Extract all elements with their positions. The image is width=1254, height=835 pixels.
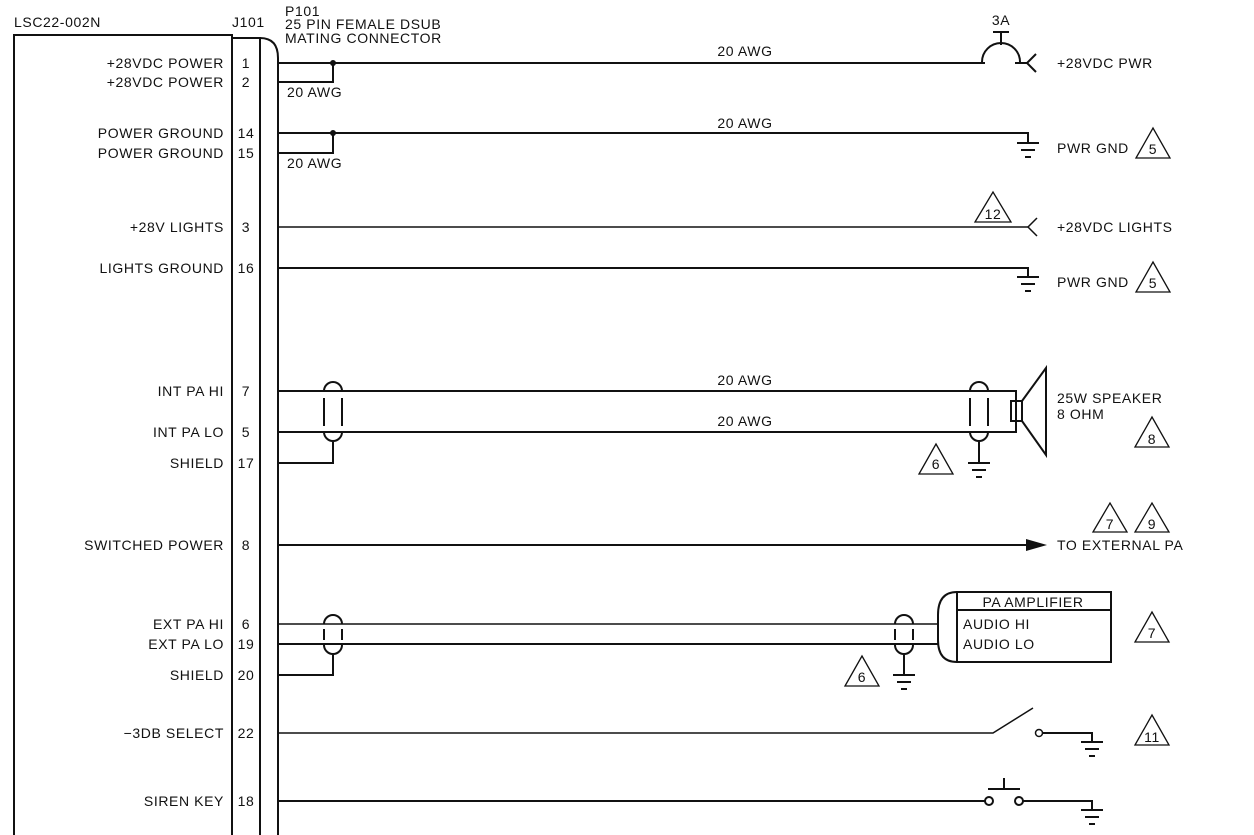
pin-label: EXT PA LO bbox=[148, 636, 224, 652]
amp-connector bbox=[938, 592, 957, 662]
note-number: 6 bbox=[857, 669, 867, 685]
pin-label: SHIELD bbox=[169, 667, 224, 683]
note-number: 7 bbox=[1105, 516, 1115, 532]
pin-number: 18 bbox=[237, 793, 255, 809]
pin-label: −3DB SELECT bbox=[123, 725, 224, 741]
ext-pa-circuit bbox=[278, 592, 1169, 689]
note-number: 5 bbox=[1148, 275, 1158, 291]
note-number: 8 bbox=[1147, 431, 1157, 447]
pin-number: 16 bbox=[237, 260, 255, 276]
note-number: 5 bbox=[1148, 141, 1158, 157]
ground-icon bbox=[1023, 801, 1103, 824]
connector-chevron-icon bbox=[1028, 218, 1037, 236]
fuse-rating: 3A bbox=[991, 12, 1011, 28]
dest-lights: +28VDC LIGHTS bbox=[1057, 219, 1173, 235]
pin-label: INT PA HI bbox=[157, 383, 224, 399]
plug-id: P101 bbox=[285, 3, 321, 19]
pin-labels bbox=[84, 55, 224, 809]
plug-p101 bbox=[260, 38, 278, 835]
dest-pwr: +28VDC PWR bbox=[1057, 55, 1153, 71]
pin-number: 17 bbox=[237, 455, 255, 471]
pin-number: 22 bbox=[237, 725, 255, 741]
wire-gauge: 20 AWG bbox=[717, 43, 773, 59]
amp-audio-lo: AUDIO LO bbox=[963, 636, 1035, 652]
wire-gauge: 20 AWG bbox=[717, 413, 773, 429]
pin-label: POWER GROUND bbox=[97, 145, 224, 161]
fuse-icon bbox=[982, 43, 1020, 62]
pin-number: 14 bbox=[237, 125, 255, 141]
dest-ext-pa: TO EXTERNAL PA bbox=[1057, 537, 1184, 553]
lights-circuit bbox=[278, 192, 1173, 292]
ground-icon bbox=[968, 463, 990, 477]
device-name: LSC22-002N bbox=[14, 14, 101, 30]
shield-icon bbox=[970, 382, 988, 463]
amp-title: PA AMPLIFIER bbox=[982, 594, 1084, 610]
pin-label: LIGHTS GROUND bbox=[99, 260, 224, 276]
pin-number: 6 bbox=[241, 616, 251, 632]
ground-icon bbox=[1043, 733, 1103, 756]
dest-gnd: PWR GND bbox=[1057, 140, 1129, 156]
attenuator-select-circuit bbox=[278, 708, 1169, 756]
arrow-icon bbox=[1026, 539, 1047, 551]
note-number: 9 bbox=[1147, 516, 1157, 532]
pin-label: POWER GROUND bbox=[97, 125, 224, 141]
pin-number: 8 bbox=[241, 537, 251, 553]
pin-number: 3 bbox=[241, 219, 251, 235]
pin-label: +28V LIGHTS bbox=[129, 219, 224, 235]
pin-label: SHIELD bbox=[169, 455, 224, 471]
pin-label: EXT PA HI bbox=[152, 616, 224, 632]
pin-number: 20 bbox=[237, 667, 255, 683]
plug-desc-1: 25 PIN FEMALE DSUB bbox=[285, 16, 442, 32]
wire-gauge: 20 AWG bbox=[287, 84, 343, 100]
pin-number: 2 bbox=[241, 74, 251, 90]
jack-id: J101 bbox=[232, 14, 265, 30]
amp-audio-hi: AUDIO HI bbox=[963, 616, 1031, 632]
ground-icon bbox=[893, 675, 915, 689]
pin-number: 1 bbox=[241, 55, 251, 71]
siren-key-circuit bbox=[278, 778, 1103, 824]
pin-label: SWITCHED POWER bbox=[84, 537, 224, 553]
pin-label: INT PA LO bbox=[152, 424, 224, 440]
switch-icon bbox=[1036, 730, 1043, 737]
note-number: 7 bbox=[1147, 625, 1157, 641]
dest-gnd: PWR GND bbox=[1057, 274, 1129, 290]
pin-number: 15 bbox=[237, 145, 255, 161]
speaker-impedance: 8 OHM bbox=[1057, 406, 1105, 422]
wire-gauge: 20 AWG bbox=[287, 155, 343, 171]
speaker-label: 25W SPEAKER bbox=[1057, 390, 1163, 406]
speaker-circuit bbox=[278, 368, 1169, 477]
plug-desc-2: MATING CONNECTOR bbox=[285, 30, 442, 46]
push-button-icon bbox=[985, 797, 993, 805]
pin-label: SIREN KEY bbox=[143, 793, 224, 809]
wire-gauge: 20 AWG bbox=[717, 115, 773, 131]
note-number: 12 bbox=[984, 206, 1002, 222]
note-number: 6 bbox=[931, 456, 941, 472]
pin-label: +28VDC POWER bbox=[106, 74, 224, 90]
ground-icon bbox=[1017, 143, 1039, 157]
note-number: 11 bbox=[1144, 729, 1160, 745]
wire-gauge: 20 AWG bbox=[717, 372, 773, 388]
connector-chevron-icon bbox=[1027, 54, 1036, 72]
switched-power-circuit bbox=[278, 503, 1183, 553]
power-ground-circuit bbox=[278, 115, 1170, 171]
pin-number: 5 bbox=[241, 424, 251, 440]
pin-number: 7 bbox=[241, 383, 251, 399]
shield-icon bbox=[278, 382, 342, 463]
pin-number: 19 bbox=[237, 636, 255, 652]
pin-label: +28VDC POWER bbox=[106, 55, 224, 71]
pin-numbers bbox=[238, 55, 255, 809]
